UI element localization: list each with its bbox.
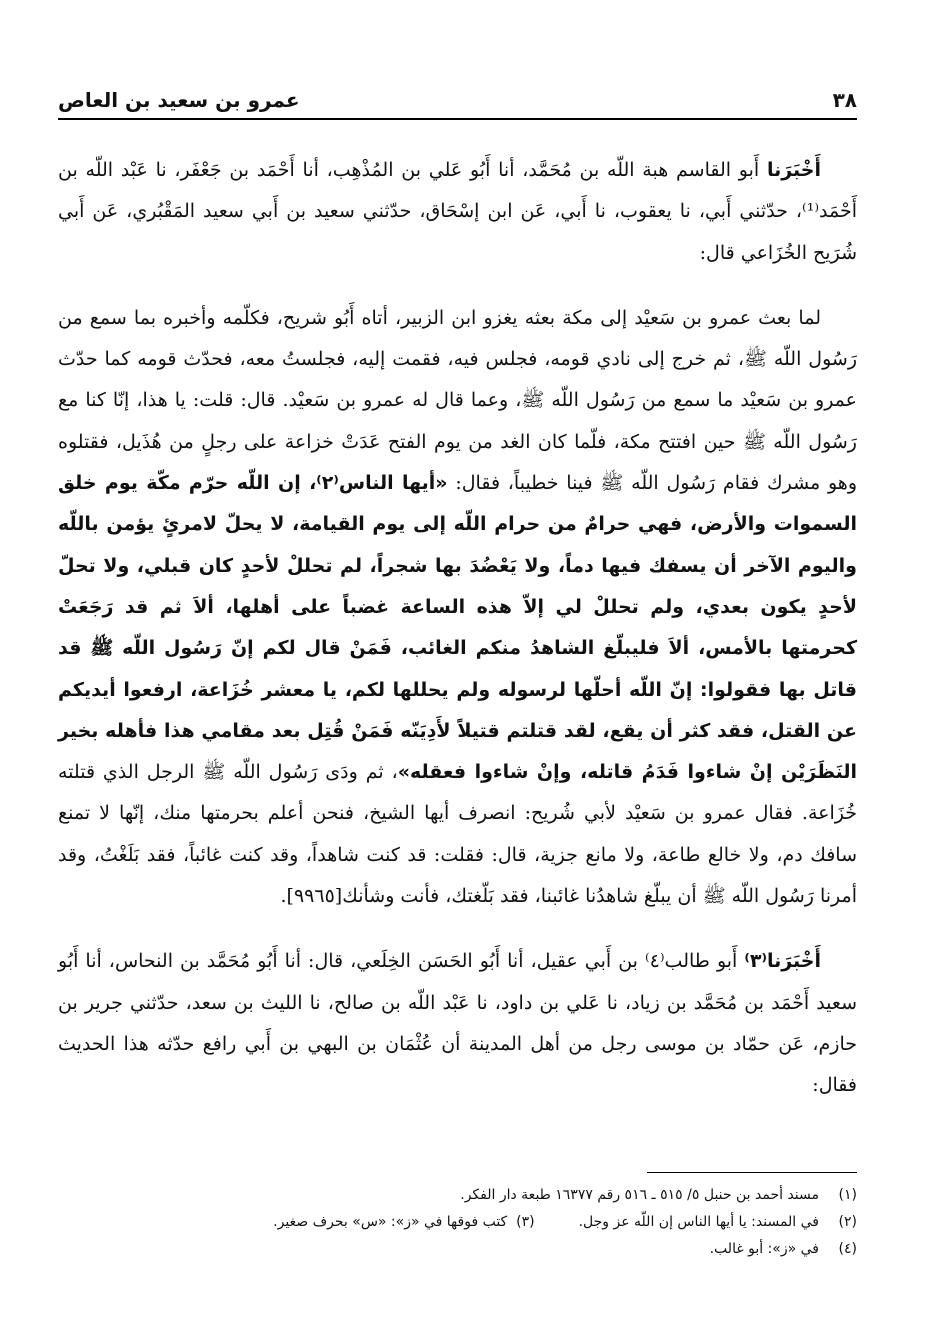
- running-head: [58, 82, 857, 112]
- footnote-number: (٤): [838, 1241, 857, 1257]
- paragraph-text: أَبو القاسم هبة اللّه بن مُحَمَّد، أنا أَبُو عَلي بن المُذْهِب، أنا أَحْمَد بن جَعْفَر، نا عَبْد اللّه بن أَحْمَد⁽¹⁾، حدّثني أَبي، نا يعقوب، نا أَبي، عَن ابن إسْحَاق، حدّثني سعيد بن أَبي سعيد المَقْبُري، عَن أَبي شُرَيح الخُزَاعي قال:: [58, 159, 857, 264]
- footnote-text: كتب فوقها في «ز»: «س» بحرف صغير.: [273, 1214, 508, 1230]
- footnote-rule: [647, 1172, 857, 1173]
- paragraph-3: [58, 941, 857, 1106]
- paragraph-text: لما بعث عمرو بن سَعيْد إلى مكة بعثه يغزو ابن الزبير، أتاه أَبُو شريح، فكلّمه وأخبره بما سمع من رَسُول اللّه ﷺ، ثم خرج إلى نادي قومه، فجلس فيه، فقمت إليه، فجلستُ معه، فحدّث قومه كما حدّث عمرو بن سَعيْد ما سمع من رَسُول اللّه ﷺ، وعما قال له عمرو بن سَعيْد. قال: قلت: يا هذا، إنّا كنا مع رَسُول اللّه ﷺ حين افتتح مكة، فلّما كان الغد من يوم الفتح عَدَتْ خزاعة على رجلٍ من هُذَيل، فقتلوه وهو مشرك فقام رَسُول اللّه ﷺ فينا خطيباً، فقال:: [58, 306, 858, 495]
- paragraph-lead: أَخْبَرَنا: [766, 159, 821, 181]
- paragraph-text: ، ثم ودَى رَسُول اللّه ﷺ الرجل الذي قتلته خُزَاعة. فقال عمرو بن سَعيْد لأبي شُريح: انصرف أيها الشيخ، فنحن أعلم بحرمتها منك، إنّها لا تمنع سافك دم، ولا خالع طاعة، ولا مانع جزية، قال: فقلت: قد كنت شاهداً، وقد كنت غائباً، فقد بَلَغْتُ، وقد أمرنا رَسُول اللّه ﷺ أن يبلّغ شاهدُنا غائبنا، فقد بَلّغتك، فأنت وشأنك[٩٩٦٥].: [58, 761, 857, 908]
- book-page: [58, 0, 857, 1343]
- footnote-1: [58, 1182, 857, 1209]
- hadith-quote: «أيها الناس⁽٢⁾، إن اللّه حرّم مكّة يوم خلق السموات والأرض، فهي حرامٌ من حرام اللّه إلى يوم القيامة، لا يحلّ لامرئٍ يؤمن باللّه واليوم الآخر أن يسفك فيها دماً، ولا يَعْضُدَ بها شجراً، لم تحللْ لأحدٍ كان قبلي، ولا تحلّ لأحدٍ يكون بعدي، ولم تحللْ لي إلاّ هذه الساعة غضباً على أهلها، ألاَ ثم قد رَجَعَتْ كحرمتها بالأمس، ألاَ فليبلّغ الشاهدُ منكم الغائب، فَمَنْ قال لكم إنّ رَسُول اللّه ﷺ قد قاتل بها فقولوا: إنّ اللّه أحلّها لرسوله ولم يحللها لكم، يا معشر خُزَاعة، ارفعوا أيديكم عن القتل، فقد كثر أن يقع، لقد قتلتم قتيلاً لأَدِيَنّه فَمَنْ قُتِل بعد مقامي هذا فأهله بخير النَظَرَيْن إنْ شاءوا فَدَمُ قاتله، وإنْ شاءوا فعقله»: [58, 472, 857, 784]
- footnote-text: في المسند: يا أيها الناس إن اللّه عز وجل.: [578, 1214, 819, 1230]
- paragraph-2: [58, 298, 857, 917]
- footnote-number: (٢): [838, 1214, 857, 1230]
- footnote-text: في «ز»: أبو غالب.: [709, 1241, 819, 1257]
- paragraph-1: [58, 150, 857, 274]
- footnote-2-3: [58, 1209, 857, 1236]
- footnotes: [58, 1182, 857, 1263]
- paragraph-gap: [58, 274, 857, 298]
- paragraph-gap: [58, 917, 857, 941]
- main-text: [58, 150, 857, 1107]
- paragraph-text: أَبو طالب⁽٤⁾ بن أَبي عقيل، أنا أَبُو الحَسَن الخِلَعي، قال: أنا أَبُو مُحَمَّد بن النحاس، أنا أَبُو سعيد أَحْمَد بن مُحَمَّد بن زياد، نا عَلي بن داود، نا عَبْد اللّه بن صالح، نا الليث بن سعد، حدّثني جرير بن حازم، عَن حمّاد بن موسى رجل من أهل المدينة أن عُثْمَان بن البهي بن أَبي رافع حدّثه هذا الحديث فقال:: [58, 950, 857, 1097]
- header-rule: [58, 118, 857, 120]
- footnote-number: (١): [838, 1187, 857, 1203]
- running-title: عمرو بن سعيد بن العاص: [58, 88, 300, 112]
- footnote-4: [58, 1236, 857, 1263]
- footnote-text: مسند أحمد بن حنبل ٥/ ٥١٥ ـ ٥١٦ رقم ١٦٣٧٧ طبعة دار الفكر.: [460, 1187, 819, 1203]
- footnote-number: (٣): [516, 1214, 535, 1230]
- paragraph-lead: أَخْبَرَنا⁽٣⁾: [744, 950, 821, 973]
- footnote-3: [273, 1209, 534, 1236]
- page-number: ٣٨: [832, 88, 857, 112]
